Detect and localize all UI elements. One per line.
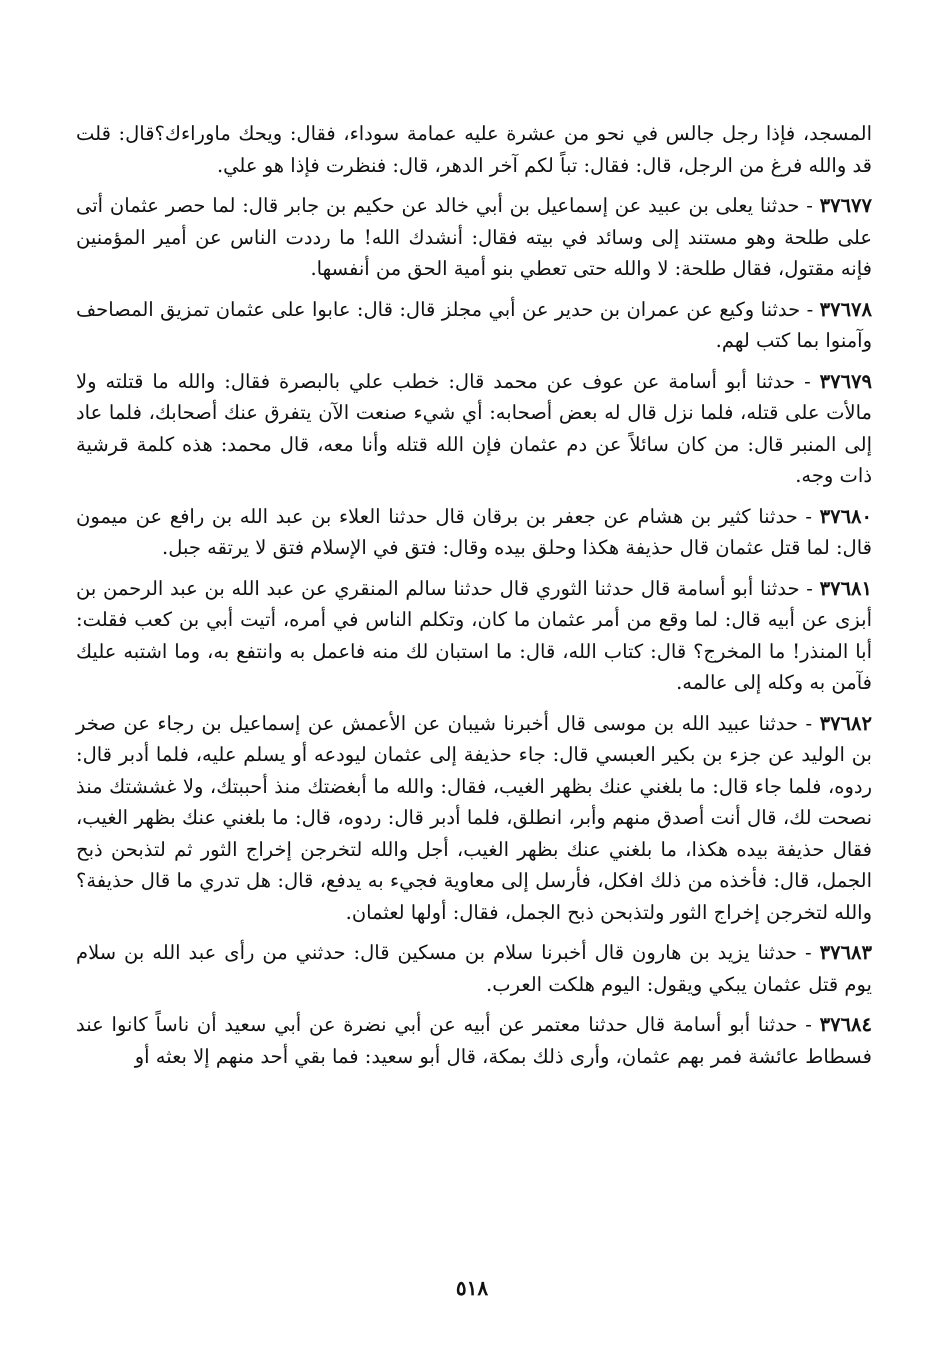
paragraph-text: - حدثنا وكيع عن عمران بن حدير عن أبي مجلز قال: قال: عابوا على عثمان تمزيق المصاحف وآمنوا بما كتب لهم. [76,297,872,352]
hadith-number: ٣٧٦٨٣ [819,941,872,964]
paragraph-text: - حدثنا عبيد الله بن موسى قال أخبرنا شيبان عن الأعمش عن إسماعيل بن رجاء عن صخر بن الوليد عن جزء بن بكير العبسي قال: جاء حذيفة إلى عثمان ليودعه أو يسلم عليه، فلما أدبر قال: ردوه، فلما جاء قال: ما بلغني عنك بظهر الغيب، فقال: والله ما أبغضتك منذ أحببتك، ولا غششتك منذ نصحت لك، قال أنت أصدق منهم وأبر، انطلق، فلما أدبر قال: ردوه، قال: ما بلغني عنك بظهر الغيب، فقال حذيفة بيده هكذا، ما بلغني عنك بظهر الغيب، أجل والله لتخرجن إخراج الثور ثم لتذبحن ذبح الجمل، قال: فأخذه من ذلك افكل، فأرسل إلى معاوية فجيء به يدفع، قال: هل تدري ما قال حذيفة؟ والله لتخرجن إخراج الثور ولتذبحن ذبح الجمل، فقال: أولها لعثمان. [76,711,872,924]
paragraph-text: - حدثنا أبو أسامة قال حدثنا معتمر عن أبيه عن أبي نضرة عن أبي سعيد أن ناساً كانوا عند فسطاط عائشة فمر بهم عثمان، وأرى ذلك بمكة، قال أبو سعيد: فما بقي أحد منهم إلا بعثه أو [76,1013,872,1068]
hadith-37677 [76,190,872,285]
hadith-37683 [76,937,872,1000]
hadith-number: ٣٧٦٨٤ [819,1013,873,1036]
hadith-37680 [76,501,872,564]
paragraph-text: - حدثنا كثير بن هشام عن جعفر بن برقان قال حدثنا العلاء بن عبد الله بن رافع عن ميمون قال: لما قتل عثمان قال حذيفة هكذا وحلق بيده وقال: فتق في الإسلام فتق لا يرتقه جبل. [76,504,872,559]
paragraph-text: - حدثنا أبو أسامة قال حدثنا الثوري قال حدثنا سالم المنقري عن عبد الله بن عبد الرحمن بن أبزى عن أبيه قال: لما وقع من أمر عثمان ما كان، وتكلم الناس في أمره، أتيت أبي بن كعب فقلت: أبا المنذر! ما المخرج؟ قال: كتاب الله، قال: ما استبان لك منه فاعمل به وانتفع به، وما اشتبه عليك فآمن به وكله إلى عالمه. [76,576,872,694]
hadith-number: ٣٧٦٨٢ [819,711,872,735]
paragraph-text: - حدثنا يزيد بن هارون قال أخبرنا سلام بن مسكين قال: حدثني من رأى عبد الله بن سلام يوم قتل عثمان يبكي ويقول: اليوم هلكت العرب. [76,941,872,996]
page-body [76,112,872,1081]
paragraph-text: المسجد، فإذا رجل جالس في نحو من عشرة عليه عمامة سوداء، فقال: ويحك ماوراءك؟قال: قلت قد والله فرغ من الرجل، قال: فقال: تباً لكم آخر الدهر، قال: فنظرت فإذا هو علي. [76,122,872,177]
hadith-number: ٣٧٦٨٠ [819,504,872,528]
hadith-37684 [76,1009,872,1072]
hadith-37679 [76,366,872,492]
hadith-number: ٣٧٦٧٨ [819,297,873,321]
hadith-37681 [76,573,872,699]
hadith-37678 [76,294,872,357]
hadith-number: ٣٧٦٧٩ [819,369,872,393]
hadith-number: ٣٧٦٧٧ [819,194,872,217]
hadith-number: ٣٧٦٨١ [819,576,872,600]
paragraph-text: - حدثنا أبو أسامة عن عوف عن محمد قال: خطب علي بالبصرة فقال: والله ما قتلته ولا مالأت على قتله، فلما نزل قال له بعض أصحابه: أي شيء صنعت الآن يتفرق عنك أصحابك، فلما عاد إلى المنبر قال: من كان سائلاً عن دم عثمان فإن الله قتله وأنا معه، قال محمد: هذه كلمة قرشية ذات وجه. [76,369,872,487]
hadith-37682 [76,708,872,929]
paragraph-continuation [76,118,872,181]
paragraph-text: - حدثنا يعلى بن عبيد عن إسماعيل بن أبي خالد عن حكيم بن جابر قال: لما حصر عثمان أتى على طلحة وهو مستند إلى وسائد في بيته فقال: أنشدك الله! ما رددت الناس عن أمير المؤمنين فإنه مقتول، فقال طلحة: لا والله حتى تعطي بنو أمية الحق من أنفسها. [76,194,872,280]
page-number: ٥١٨ [455,1276,489,1300]
